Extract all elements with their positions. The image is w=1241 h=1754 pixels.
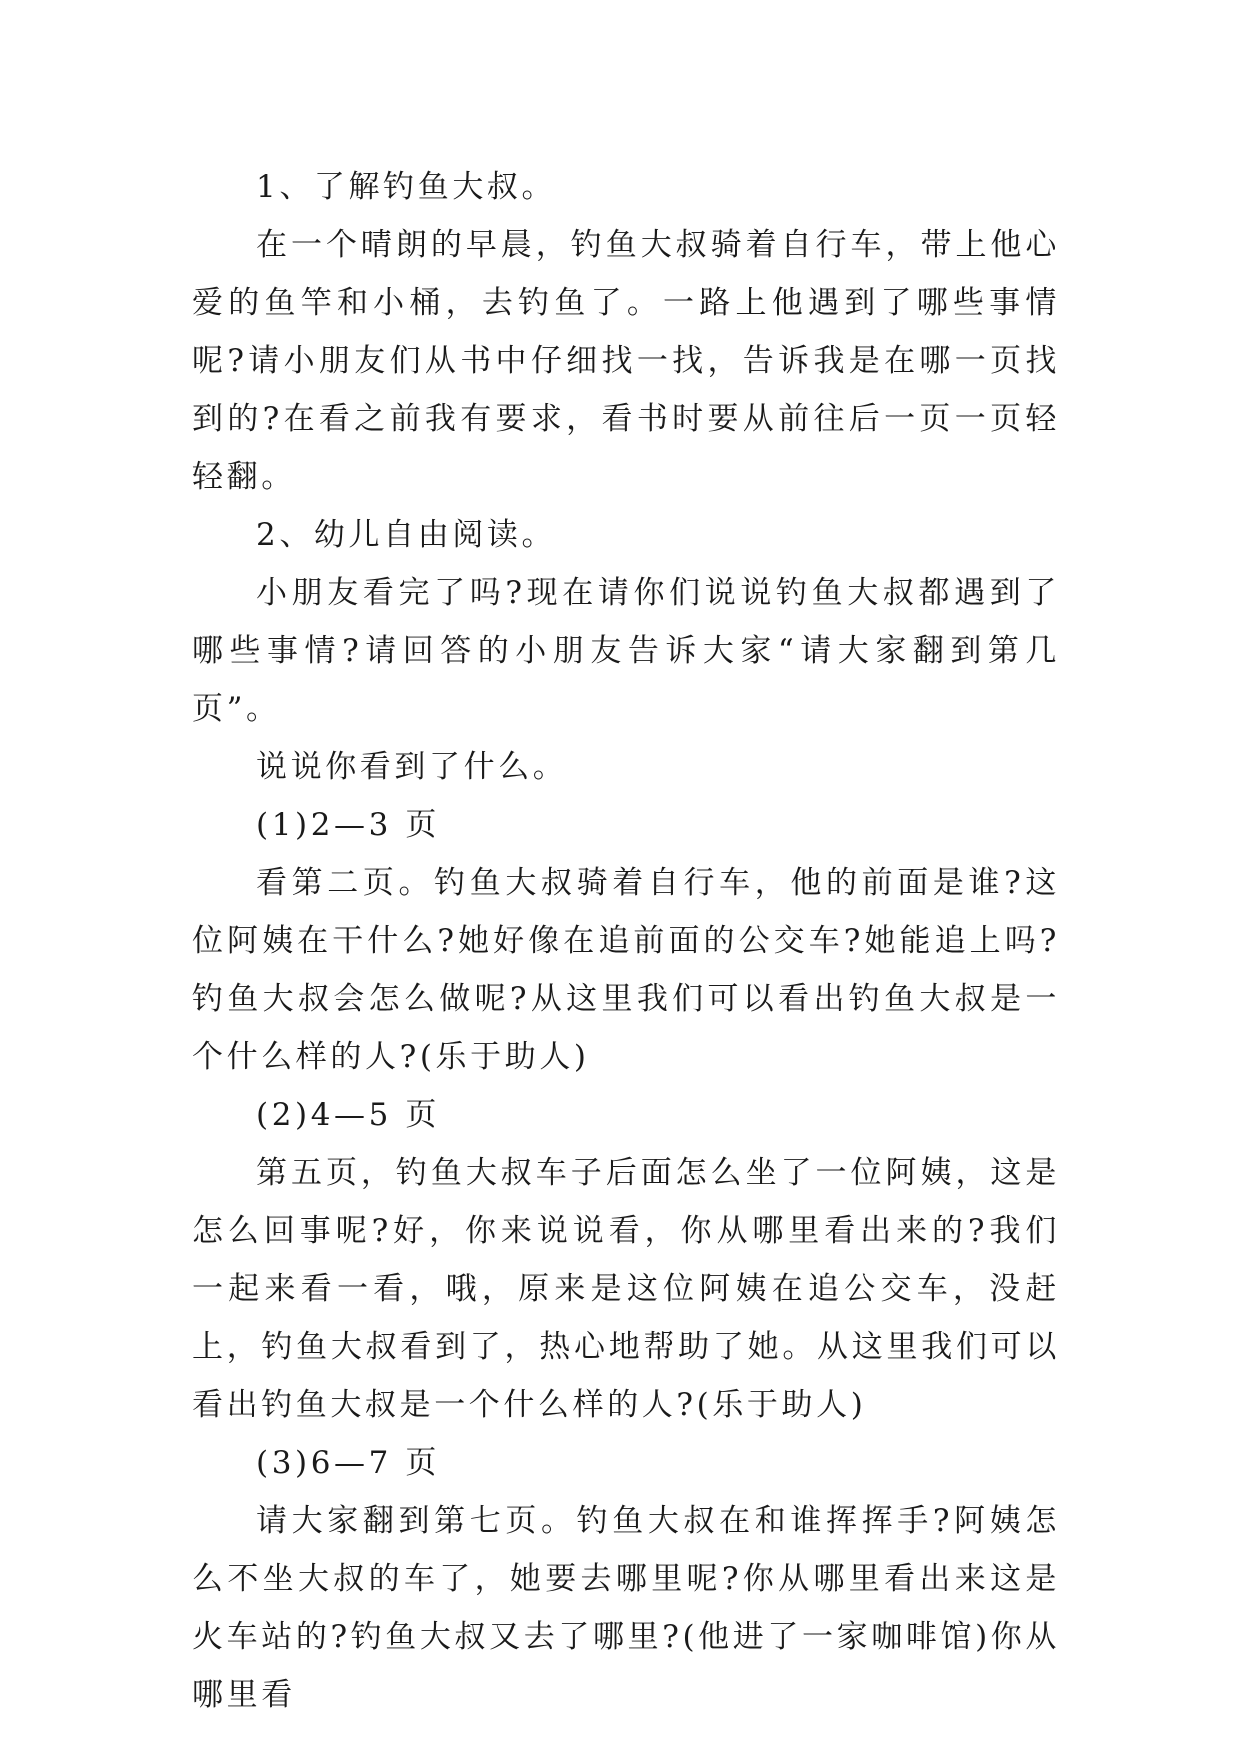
paragraph-4: 小朋友看完了吗?现在请你们说说钓鱼大叔都遇到了哪些事情?请回答的小朋友告诉大家“请大家翻到第几页”。 <box>192 575 1060 727</box>
paragraph-10: (3)6—7 页 <box>256 1445 441 1481</box>
paragraph-8: (2)4—5 页 <box>256 1097 441 1133</box>
paragraph-2: 在一个晴朗的早晨，钓鱼大叔骑着自行车，带上他心爱的鱼竿和小桶，去钓鱼了。一路上他遇到了哪些事情呢?请小朋友们从书中仔细找一找，告诉我是在哪一页找到的?在看之前我有要求，看书时要从前往后一页一页轻轻翻。 <box>192 227 1060 495</box>
paragraph-5: 说说你看到了什么。 <box>256 749 568 785</box>
paragraph-7: 看第二页。钓鱼大叔骑着自行车，他的前面是谁?这位阿姨在干什么?她好像在追前面的公交车?她能追上吗?钓鱼大叔会怎么做呢?从这里我们可以看出钓鱼大叔是一个什么样的人?(乐于助人) <box>192 865 1060 1075</box>
paragraph-6: (1)2—3 页 <box>256 807 441 843</box>
paragraph-9: 第五页，钓鱼大叔车子后面怎么坐了一位阿姨，这是怎么回事呢?好，你来说说看，你从哪里看出来的?我们一起来看一看，哦，原来是这位阿姨在追公交车，没赶上，钓鱼大叔看到了，热心地帮助了她。从这里我们可以看出钓鱼大叔是一个什么样的人?(乐于助人) <box>192 1155 1060 1423</box>
paragraph-3: 2、幼儿自由阅读。 <box>256 517 557 553</box>
document-body <box>192 158 1060 1724</box>
paragraph-1: 1、了解钓鱼大叔。 <box>256 169 557 205</box>
paragraph-11: 请大家翻到第七页。钓鱼大叔在和谁挥挥手?阿姨怎么不坐大叔的车了，她要去哪里呢?你从哪里看出来这是火车站的?钓鱼大叔又去了哪里?(他进了一家咖啡馆)你从哪里看 <box>192 1503 1060 1713</box>
